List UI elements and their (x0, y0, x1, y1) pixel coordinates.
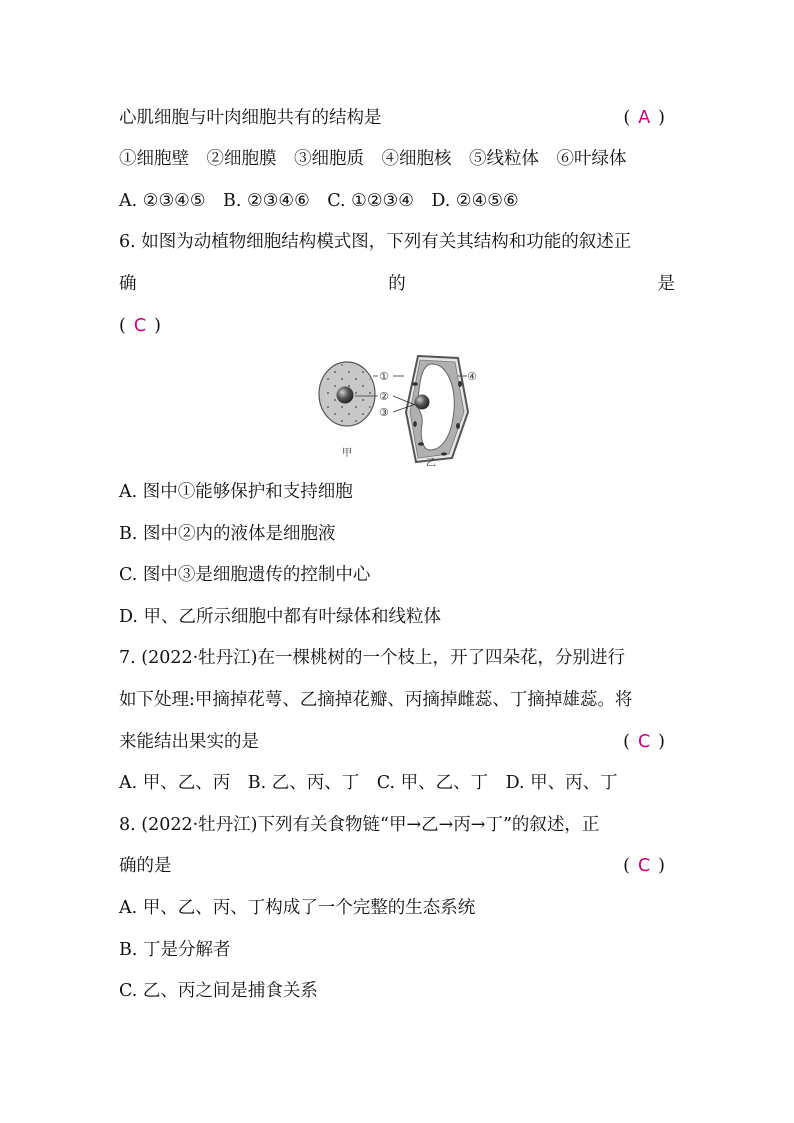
q8-option-a: A. 甲、乙、丙、丁构成了一个完整的生态系统 (119, 898, 476, 918)
q6-option-c: C. 图中③是细胞遗传的控制中心 (119, 565, 371, 585)
q7-stem: 来能结出果实的是 (119, 732, 259, 752)
q5-options: A. ②③④⑤ B. ②③④⑥ C. ①②③④ D. ②④⑤⑥ (119, 191, 519, 211)
figure-caption-plant: 乙 (426, 458, 436, 466)
q8-option-b: B. 丁是分解者 (119, 940, 231, 960)
q6-answer: C (133, 316, 147, 336)
q6-option-d: D. 甲、乙所示细胞中都有叶绿体和线粒体 (119, 607, 442, 627)
q5-answer-paren: ( A ) (623, 108, 665, 128)
q5-stem: 心肌细胞与叶肉细胞共有的结构是 (119, 108, 382, 128)
q7-stem-line2: 如下处理:甲摘掉花萼、乙摘掉花瓣、丙摘掉雌蕊、丁摘掉雄蕊。将 (119, 690, 633, 710)
q8-stem-line1: 8. (2022·牡丹江)下列有关食物链“甲→乙→丙→丁”的叙述，正 (119, 815, 600, 835)
figure-label-1: ① (379, 370, 389, 383)
q8-option-c: C. 乙、丙之间是捕食关系 (119, 981, 318, 1001)
q6-option-b: B. 图中②内的液体是细胞液 (119, 524, 336, 544)
q8-answer-paren: ( C ) (623, 856, 665, 876)
figure-label-4: ④ (467, 370, 477, 383)
chloroplast (441, 452, 447, 455)
figure-caption-animal: 甲 (342, 448, 352, 459)
chloroplast (413, 421, 417, 427)
q6-stem-part1: 确 (119, 274, 137, 294)
q7-answer: C (637, 732, 651, 752)
animal-cell (319, 362, 375, 426)
q6-option-a: A. 图中①能够保护和支持细胞 (119, 482, 353, 502)
chloroplast (412, 382, 418, 386)
q7-answer-paren: ( C ) (623, 732, 665, 752)
chloroplast (418, 442, 424, 446)
q8-stem: 确的是 (119, 856, 172, 876)
q6-stem-part3: 是 (657, 274, 675, 294)
q5-stem-line (119, 106, 675, 130)
chloroplast (458, 381, 462, 387)
animal-cell-nucleus (337, 387, 354, 404)
q5-answer: A (638, 108, 651, 128)
q6-stem-line1: 6. 如图为动植物细胞结构模式图，下列有关其结构和功能的叙述正 (119, 232, 632, 252)
plant-cell-nucleus (415, 395, 430, 410)
chloroplast (456, 423, 460, 429)
q8-stem-line2 (119, 854, 675, 878)
q6-stem-line2 (119, 272, 675, 296)
q7-stem-line3 (119, 730, 675, 754)
plant-cell (406, 356, 468, 462)
q8-answer: C (637, 856, 651, 876)
q6-stem-part2: 的 (388, 274, 406, 294)
figure-label-3: ③ (379, 406, 389, 419)
q6-answer-line (119, 314, 675, 338)
q7-stem-line1: 7. (2022·牡丹江)在一棵桃树的一个枝上，开了四朵花，分别进行 (119, 648, 626, 668)
figure-label-2: ② (379, 390, 389, 403)
q6-answer-paren: ( C ) (119, 316, 161, 336)
q7-options: A. 甲、乙、丙 B. 乙、丙、丁 C. 甲、乙、丁 D. 甲、丙、丁 (119, 773, 618, 793)
q5-structures: ①细胞壁 ②细胞膜 ③细胞质 ④细胞核 ⑤线粒体 ⑥叶绿体 (119, 149, 627, 169)
cell-structure-figure (318, 354, 488, 466)
